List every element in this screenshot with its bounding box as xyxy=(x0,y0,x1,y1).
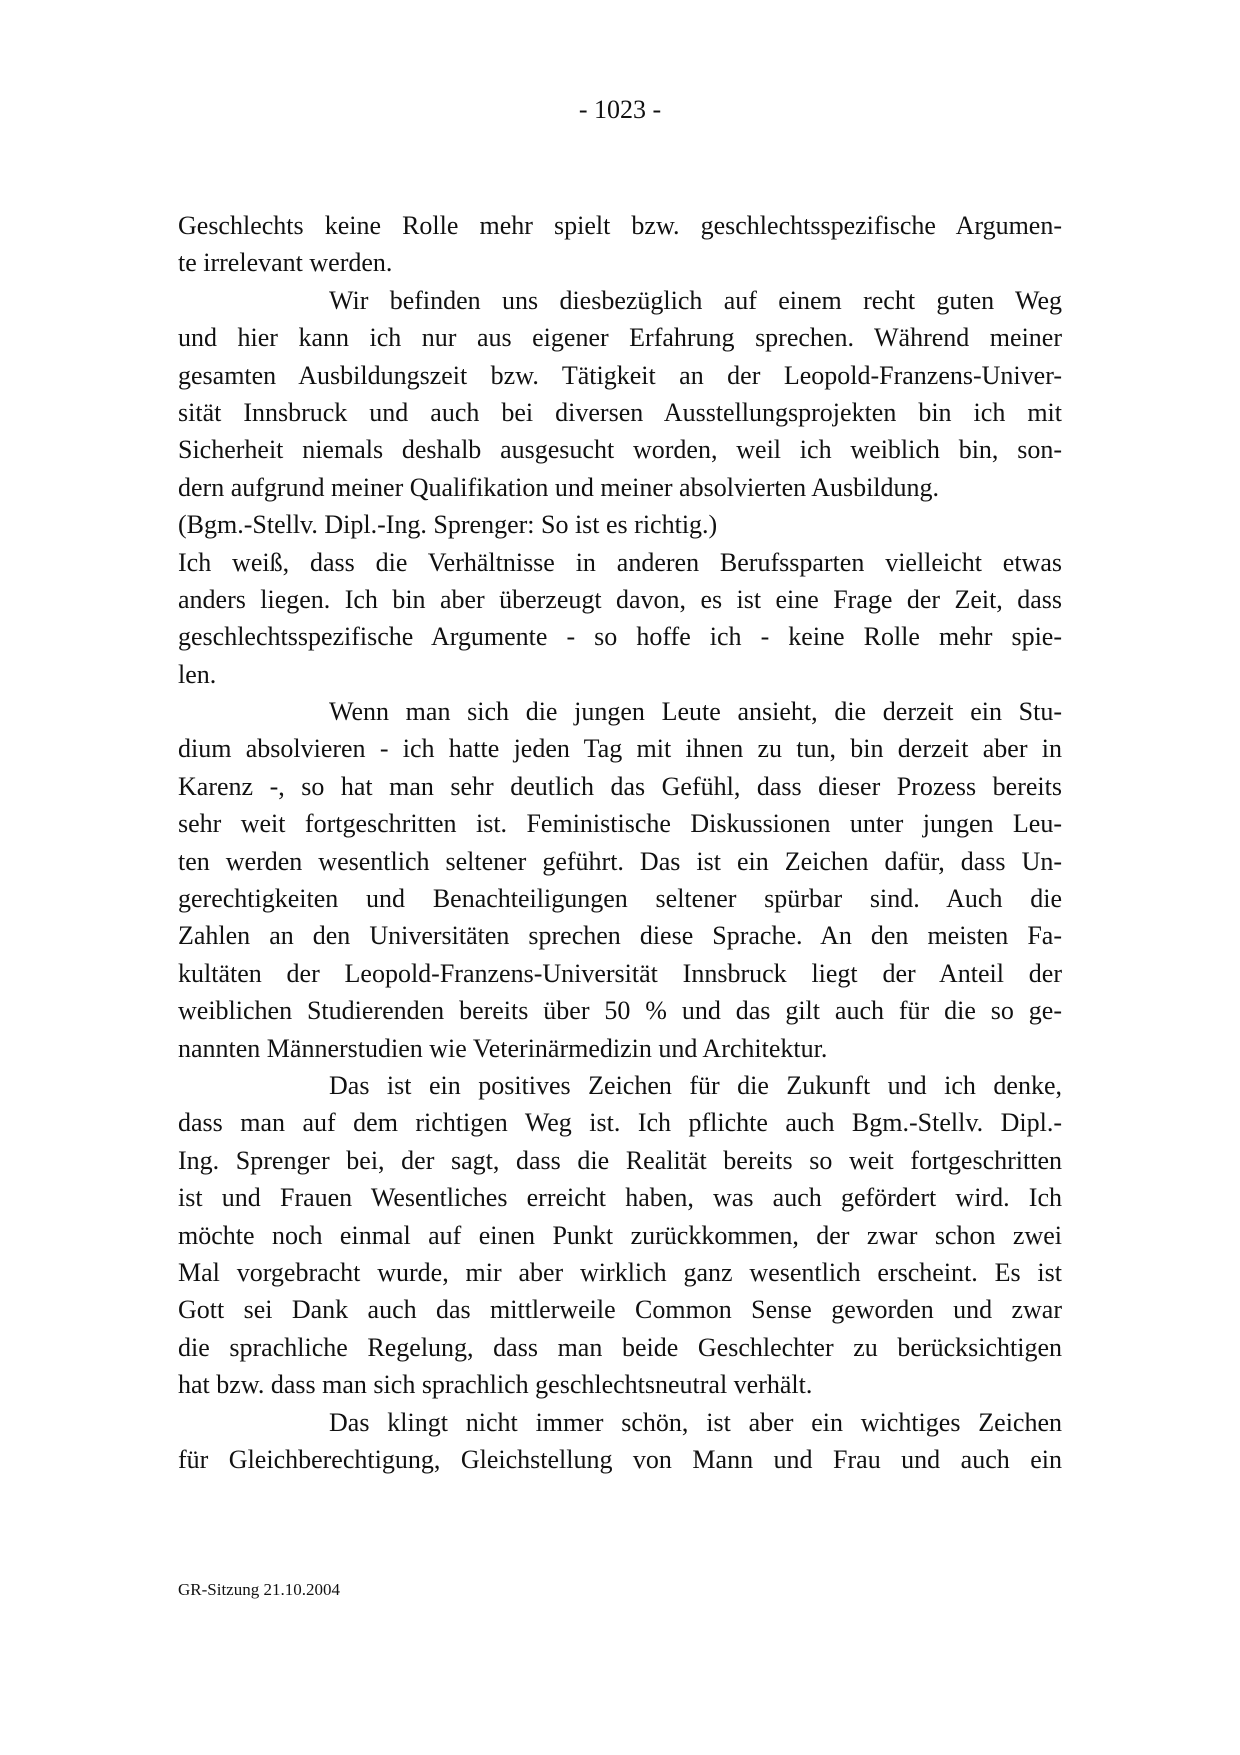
text-line: sität Innsbruck und auch bei diversen Ausstellungsprojekten bin ich mit xyxy=(178,397,1062,427)
text-line: Wir befinden uns diesbezüglich auf einem recht guten Weg xyxy=(329,285,1062,315)
text-line: dass man auf dem richtigen Weg ist. Ich pflichte auch Bgm.-Stellv. Dipl.- xyxy=(178,1108,1062,1138)
text-line: Ing. Sprenger bei, der sagt, dass die Realität bereits so weit fortgeschritten xyxy=(178,1145,1062,1175)
text-line: dium absolvieren - ich hatte jeden Tag mit ihnen zu tun, bin derzeit aber in xyxy=(178,734,1062,764)
text-line: te irrelevant werden. xyxy=(178,248,393,278)
text-line: hat bzw. dass man sich sprachlich geschlechtsneutral verhält. xyxy=(178,1370,813,1400)
text-line: dern aufgrund meiner Qualifikation und meiner absolvierten Ausbildung. xyxy=(178,472,940,502)
text-line: Wenn man sich die jungen Leute ansieht, die derzeit ein Stu- xyxy=(329,697,1062,727)
text-line: kultäten der Leopold-Franzens-Universität Innsbruck liegt der Anteil der xyxy=(178,958,1062,988)
footer-session-date: GR-Sitzung 21.10.2004 xyxy=(178,1580,340,1599)
page-number: - 1023 - xyxy=(578,95,662,124)
text-line: für Gleichberechtigung, Gleichstellung von Mann und Frau und auch ein xyxy=(178,1444,1062,1474)
text-line: geschlechtsspezifische Argumente - so hoffe ich - keine Rolle mehr spie- xyxy=(178,622,1062,652)
text-line: Zahlen an den Universitäten sprechen diese Sprache. An den meisten Fa- xyxy=(178,921,1062,951)
text-line: und hier kann ich nur aus eigener Erfahrung sprechen. Während meiner xyxy=(178,323,1062,353)
text-line: (Bgm.-Stellv. Dipl.-Ing. Sprenger: So ist es richtig.) xyxy=(178,510,718,540)
text-line: anders liegen. Ich bin aber überzeugt davon, es ist eine Frage der Zeit, dass xyxy=(178,584,1062,614)
text-line: sehr weit fortgeschritten ist. Feministische Diskussionen unter jungen Leu- xyxy=(178,809,1062,839)
text-line: möchte noch einmal auf einen Punkt zurückkommen, der zwar schon zwei xyxy=(178,1220,1062,1250)
text-line: Karenz -, so hat man sehr deutlich das Gefühl, dass dieser Prozess bereits xyxy=(178,771,1062,801)
text-line: gesamten Ausbildungszeit bzw. Tätigkeit an der Leopold-Franzens-Univer- xyxy=(178,360,1062,390)
text-line: nannten Männerstudien wie Veterinärmedizin und Architektur. xyxy=(178,1033,828,1063)
text-line: ist und Frauen Wesentliches erreicht haben, was auch gefördert wird. Ich xyxy=(178,1183,1062,1213)
text-line: weiblichen Studierenden bereits über 50 % und das gilt auch für die so ge- xyxy=(178,996,1062,1026)
text-line: Gott sei Dank auch das mittlerweile Common Sense geworden und zwar xyxy=(178,1295,1062,1325)
text-line: gerechtigkeiten und Benachteiligungen seltener spürbar sind. Auch die xyxy=(178,884,1062,914)
text-line: die sprachliche Regelung, dass man beide Geschlechter zu berücksichtigen xyxy=(178,1332,1062,1362)
text-line: Das klingt nicht immer schön, ist aber ein wichtiges Zeichen xyxy=(329,1407,1062,1437)
text-line: Sicherheit niemals deshalb ausgesucht worden, weil ich weiblich bin, son- xyxy=(178,435,1062,465)
text-line: len. xyxy=(178,659,217,689)
body-text xyxy=(178,207,1062,1478)
text-line: ten werden wesentlich seltener geführt. Das ist ein Zeichen dafür, dass Un- xyxy=(178,846,1062,876)
text-line: Geschlechts keine Rolle mehr spielt bzw. geschlechtsspezifische Argumen- xyxy=(178,211,1062,240)
text-line: Ich weiß, dass die Verhältnisse in anderen Berufssparten vielleicht etwas xyxy=(178,547,1062,577)
text-line: Mal vorgebracht wurde, mir aber wirklich ganz wesentlich erscheint. Es ist xyxy=(178,1257,1062,1287)
text-line: Das ist ein positives Zeichen für die Zukunft und ich denke, xyxy=(329,1070,1062,1100)
